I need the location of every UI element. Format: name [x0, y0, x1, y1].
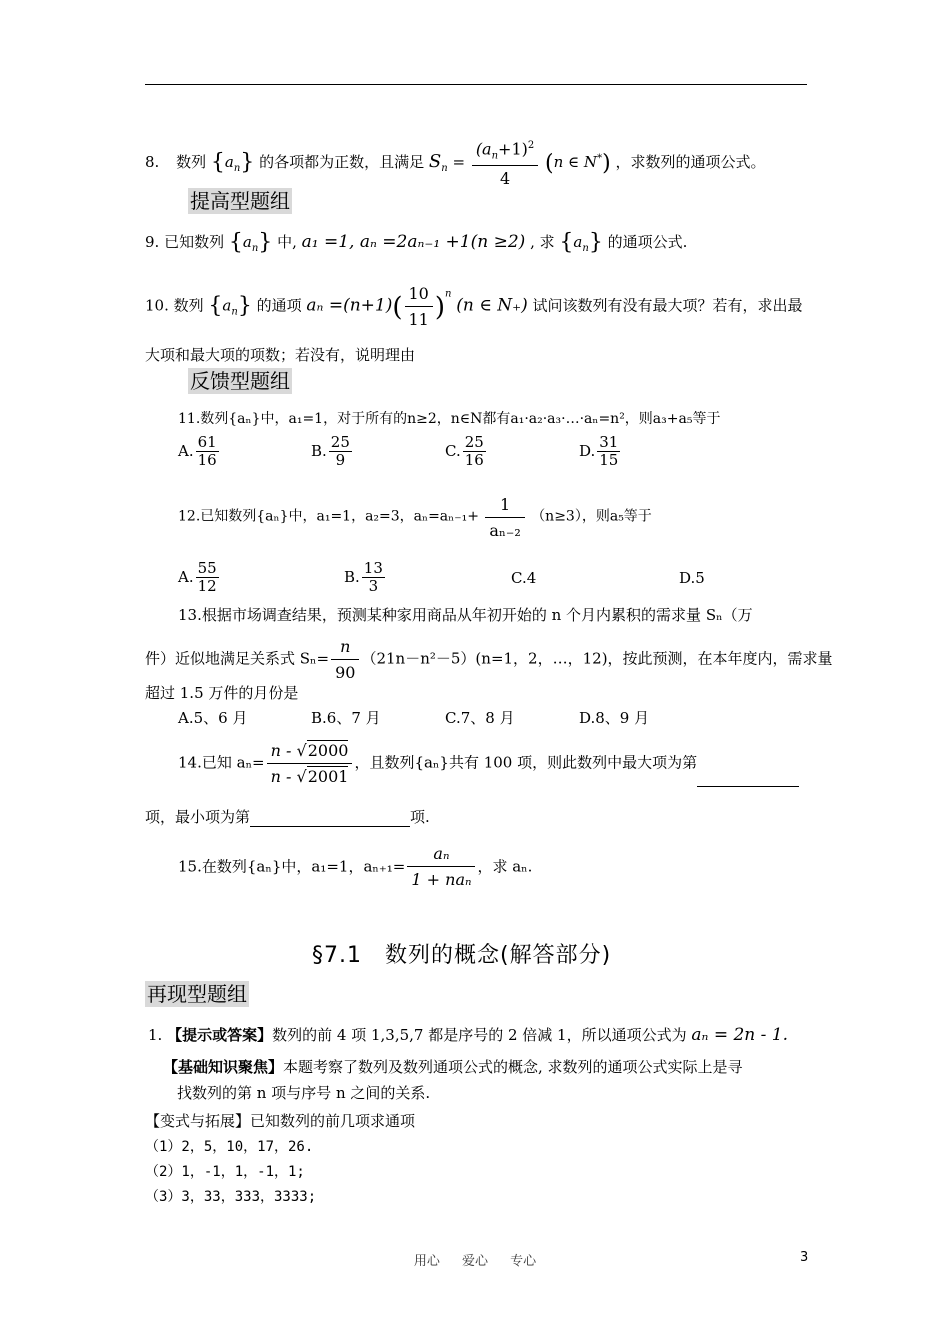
q9-text-a: 9. 已知数列 [145, 233, 225, 251]
variant-title: 【变式与拓展】已知数列的前几项求通项 [145, 1112, 416, 1130]
q13-frac-num: n [331, 636, 359, 660]
q10-text-a: 10. 数列 [145, 296, 204, 315]
q14-blank-min[interactable] [250, 826, 410, 827]
q13-line-2 [145, 636, 833, 683]
q9-formula: a₁ =1, aₙ =2aₙ₋₁ +1(n ≥2) [301, 232, 526, 252]
q8-frac-num-b: +1) [498, 139, 528, 159]
question-14 [178, 740, 799, 787]
q8-text-b: 的各项都为正数，且满足 [259, 153, 425, 172]
q12-fraction [485, 494, 524, 541]
q15-stem-b: ，求 aₙ. [477, 857, 533, 876]
q12-option-d-text: 5 [695, 569, 705, 587]
q11-option-d-den: 15 [599, 451, 619, 470]
q12-stem-b: （n≥3），则a₅等于 [531, 508, 652, 525]
q11-option-c-num: 25 [464, 433, 484, 451]
q11-option-c-den: 16 [464, 451, 484, 470]
q11-option-d[interactable] [579, 434, 622, 470]
group-title-zaixian: 再现型题组 [147, 982, 247, 1006]
q8-frac-den: 4 [499, 169, 511, 189]
q14-fraction: $\frac{n - √2000}{n - √2001}$ [267, 740, 353, 787]
q12-option-a-label: A. [178, 567, 194, 586]
q15-frac-den: 1 + naₙ [411, 870, 472, 890]
q10-formula-lhs: aₙ =(n+1) [306, 295, 393, 316]
q15-frac-num: aₙ [407, 843, 475, 867]
q10-frac-num: 10 [405, 283, 433, 307]
question-10: 10. 数列 $\{a_n\}$ 的通项 aₙ =(n+1)( $\frac{10}{11}$ )$^n$ (n ∈ N₊) 试问该数列有没有最大项？若有，求出最 [145, 284, 803, 330]
q11-stem: 11.数列{aₙ}中，a₁=1，对于所有的n≥2，n∈N都有a₁·a₂·a₃·…·aₙ=n²，则a₃+a₅等于 [178, 411, 721, 427]
q12-option-b[interactable] [344, 560, 387, 596]
q14-line-2a: 项，最小项为第 [145, 808, 251, 826]
q9-text-c: , 求 [530, 233, 555, 251]
ans1-text-1: 数列的前 4 项 1,3,5,7 都是序号的 2 倍减 1，所以通项公式为 [272, 1026, 687, 1044]
q14-blank-max[interactable] [697, 786, 799, 787]
ans1-text-2: 本题考察了数列及数列通项公式的概念, 求数列的通项公式实际上是寻 [283, 1058, 743, 1076]
ans1-formula: aₙ = 2n - 1. [691, 1025, 789, 1045]
q8-condition: n ∈ N [553, 153, 598, 172]
q9-text-b: 中, [277, 233, 297, 251]
q14-line-2b: 项. [410, 808, 430, 826]
q12-option-d-label: D. [679, 569, 696, 587]
q8-seq: a [224, 153, 234, 172]
question-12 [178, 494, 652, 541]
page-footer: 用心 爱心 专心 [413, 1254, 537, 1269]
q13-option-b[interactable]: B.6、7 月 [311, 709, 381, 727]
q13-line-2a: 件）近似地满足关系式 Sₙ= [145, 649, 330, 668]
q13-option-c[interactable]: C.7、8 月 [445, 709, 515, 727]
ans1-tag-knowledge: 【基础知识聚焦】 [163, 1058, 284, 1076]
q11-option-d-label: D. [579, 441, 596, 460]
q13-line-1: 13.根据市场调查结果，预测某种家用商品从年初开始的 n 个月内累积的需求量 Sₙ（万 [178, 606, 753, 624]
ans1-number: 1. [148, 1026, 163, 1044]
group-title-tigao: 提高型题组 [190, 189, 290, 213]
q12-frac-num: 1 [485, 494, 524, 518]
q12-stem-a: 12.已知数列{aₙ}中，a₁=1，a₂=3，aₙ=aₙ₋₁+ [178, 508, 479, 525]
q10-fraction [405, 283, 433, 330]
q13-line-2b: （21n－n²－5）(n=1，2，…，12)，按此预测，在本年度内，需求量 [361, 649, 833, 668]
q8-text-a: 数列 [176, 153, 207, 172]
q11-option-b-den: 9 [335, 451, 346, 470]
q14-den-b: 2001 [307, 767, 349, 787]
q9-text-d: 的通项公式. [607, 233, 688, 251]
q12-option-c-text: 4 [526, 569, 537, 587]
q14-num-b: 2000 [307, 741, 349, 760]
answer-1 [148, 1024, 788, 1045]
q14-line-2 [145, 806, 430, 827]
q12-option-a-num: 55 [197, 559, 217, 577]
q10-condition: (n ∈ N₊) [456, 295, 528, 316]
q14-stem-a: 14.已知 aₙ= [178, 753, 265, 772]
q11-option-b-label: B. [311, 441, 327, 460]
q11-option-c-label: C. [445, 441, 461, 460]
q13-option-d[interactable]: D.8、9 月 [579, 709, 650, 727]
q8-lhs: S [428, 151, 442, 173]
q14-num-a: n - [270, 741, 297, 760]
q13-line-3: 超过 1.5 万件的月份是 [145, 684, 299, 702]
q8-fraction: $\frac{(a_n+1)^2}{4}$ [472, 138, 538, 188]
q12-option-d[interactable] [679, 569, 705, 587]
question-8: 8. 数列 $\{a_n\}$ 的各项都为正数，且满足 $S_n$ = $\frac{(a_n+1)^2}{4}$ (n ∈ N*) ，求数列的通项公式。 [145, 139, 766, 189]
q14-stem-b: ，且数列{aₙ}共有 100 项，则此数列中最大项为第 [354, 753, 698, 772]
q11-option-a[interactable] [178, 434, 221, 470]
variant-item-2: （2）1，-1，1，-1，1; [145, 1164, 305, 1180]
question-9: 9. 已知数列 $\{a_n\}$ 中, a₁ =1, aₙ =2aₙ₋₁ +1(n ≥2) , 求 $\{a_n\}$ 的通项公式. [145, 230, 688, 255]
q11-option-a-label: A. [178, 441, 194, 460]
q10-frac-den: 11 [408, 310, 429, 330]
ans1-tag-hint: 【提示或答案】 [167, 1026, 273, 1044]
q12-option-a-den: 12 [197, 577, 217, 596]
variant-item-3: （3）3，33，333，3333; [145, 1189, 317, 1205]
ans1-line-3: 找数列的第 n 项与序号 n 之间的关系. [177, 1084, 431, 1102]
q13-frac-den: 90 [335, 663, 356, 683]
ans1-line-2 [163, 1056, 743, 1077]
q15-stem-a: 15.在数列{aₙ}中，a₁=1，aₙ₊₁= [178, 857, 406, 876]
q13-option-a[interactable]: A.5、6 月 [178, 709, 248, 727]
q14-den-a: n - [270, 767, 297, 787]
q8-number: 8. [145, 153, 160, 172]
question-15 [178, 843, 532, 890]
header-rule [145, 84, 807, 85]
q11-option-b-num: 25 [330, 433, 350, 451]
q12-frac-den: aₙ₋₂ [489, 521, 521, 541]
q11-option-b[interactable] [311, 434, 354, 470]
q12-option-b-label: B. [344, 567, 360, 586]
page-number: 3 [800, 1250, 809, 1265]
q12-option-a[interactable] [178, 560, 221, 596]
q12-option-c-label: C. [511, 569, 527, 587]
q12-option-c[interactable] [511, 569, 536, 587]
q10-text-c: 试问该数列有没有最大项？若有，求出最 [532, 296, 803, 315]
section-title: §7.1 数列的概念(解答部分) [312, 943, 612, 968]
q11-option-a-num: 61 [197, 433, 217, 451]
q12-option-b-num: 13 [363, 559, 383, 577]
q11-option-a-den: 16 [197, 451, 217, 470]
q8-frac-num: (a [475, 139, 492, 159]
q11-option-d-num: 31 [599, 433, 619, 451]
q10-line-2: 大项和最大项的项数；若没有，说明理由 [145, 346, 416, 364]
q15-fraction [407, 843, 475, 890]
q8-text-c: ，求数列的通项公式。 [615, 153, 766, 172]
group-title-fankui: 反馈型题组 [190, 369, 290, 393]
q12-option-b-den: 3 [368, 577, 379, 596]
q11-option-c[interactable] [445, 434, 488, 470]
variant-item-1: （1）2，5，10，17，26. [145, 1139, 314, 1155]
q10-text-b: 的通项 [256, 296, 302, 315]
